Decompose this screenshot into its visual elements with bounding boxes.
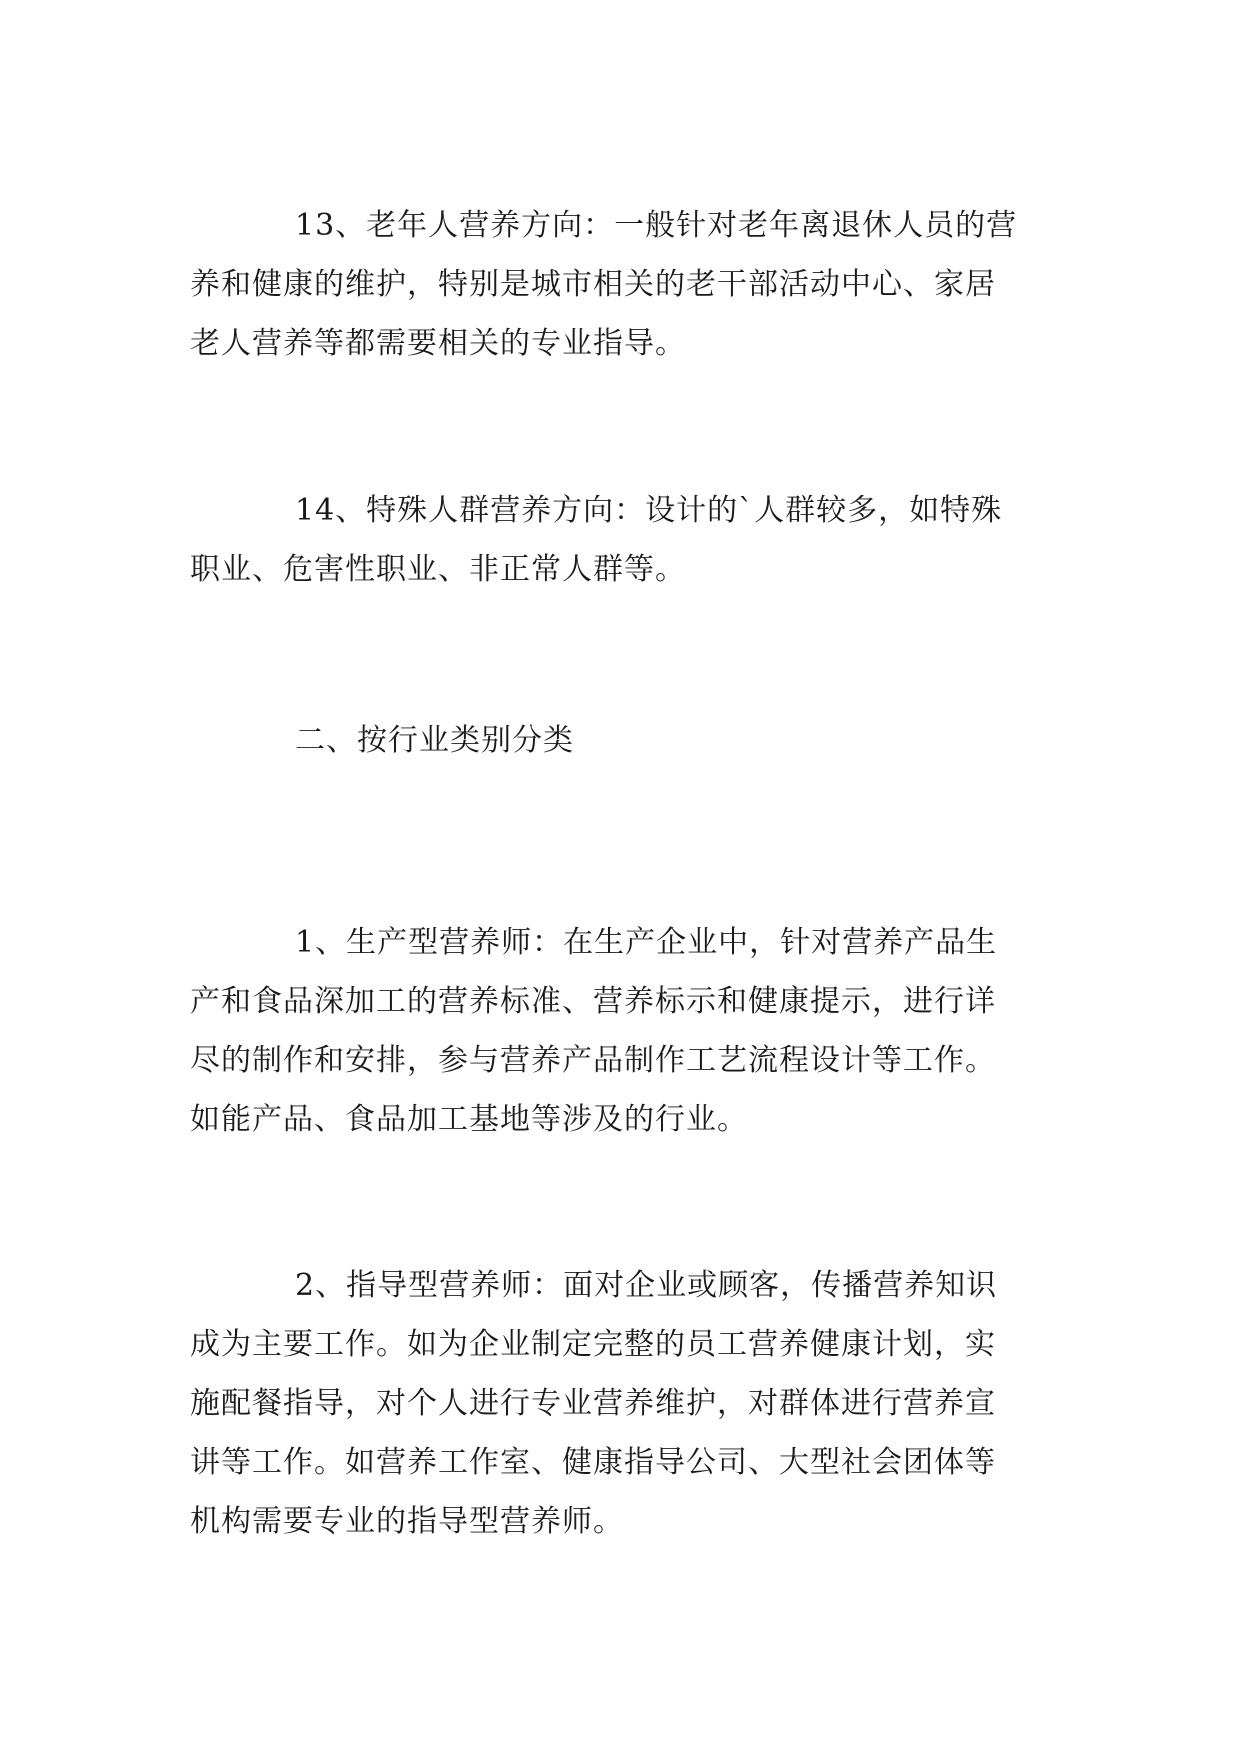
paragraph-line: 如能产品、食品加工基地等涉及的行业。 — [190, 1102, 748, 1137]
paragraph-elderly-nutrition — [190, 196, 1070, 373]
paragraph-production-nutritionist — [190, 913, 1070, 1149]
paragraph-line: 机构需要专业的指导型营养师。 — [190, 1504, 624, 1539]
paragraph-line: 13、老年人营养方向：一般针对老年离退休人员的营 — [295, 208, 1018, 243]
paragraph-line: 讲等工作。如营养工作室、健康指导公司、大型社会团体等 — [190, 1445, 996, 1480]
paragraph-line: 产和食品深加工的营养标准、营养标示和健康提示，进行详 — [190, 984, 996, 1019]
paragraph-line: 14、特殊人群营养方向：设计的`人群较多，如特殊 — [295, 493, 1003, 528]
paragraph-line: 2、指导型营养师：面对企业或顾客，传播营养知识 — [295, 1268, 998, 1303]
section-heading-text: 二、按行业类别分类 — [295, 723, 574, 758]
paragraph-line: 职业、危害性职业、非正常人群等。 — [190, 552, 686, 587]
paragraph-line: 尽的制作和安排，参与营养产品制作工艺流程设计等工作。 — [190, 1043, 996, 1078]
section-heading — [190, 711, 1070, 770]
paragraph-line: 成为主要工作。如为企业制定完整的员工营养健康计划，实 — [190, 1327, 996, 1362]
paragraph-line: 老人营养等都需要相关的专业指导。 — [190, 326, 686, 361]
paragraph-guidance-nutritionist — [190, 1256, 1070, 1551]
paragraph-special-groups — [190, 481, 1070, 599]
paragraph-line: 养和健康的维护，特别是城市相关的老干部活动中心、家居 — [190, 267, 996, 302]
paragraph-line: 施配餐指导，对个人进行专业营养维护，对群体进行营养宣 — [190, 1386, 996, 1421]
paragraph-line: 1、生产型营养师：在生产企业中，针对营养产品生 — [295, 925, 998, 960]
